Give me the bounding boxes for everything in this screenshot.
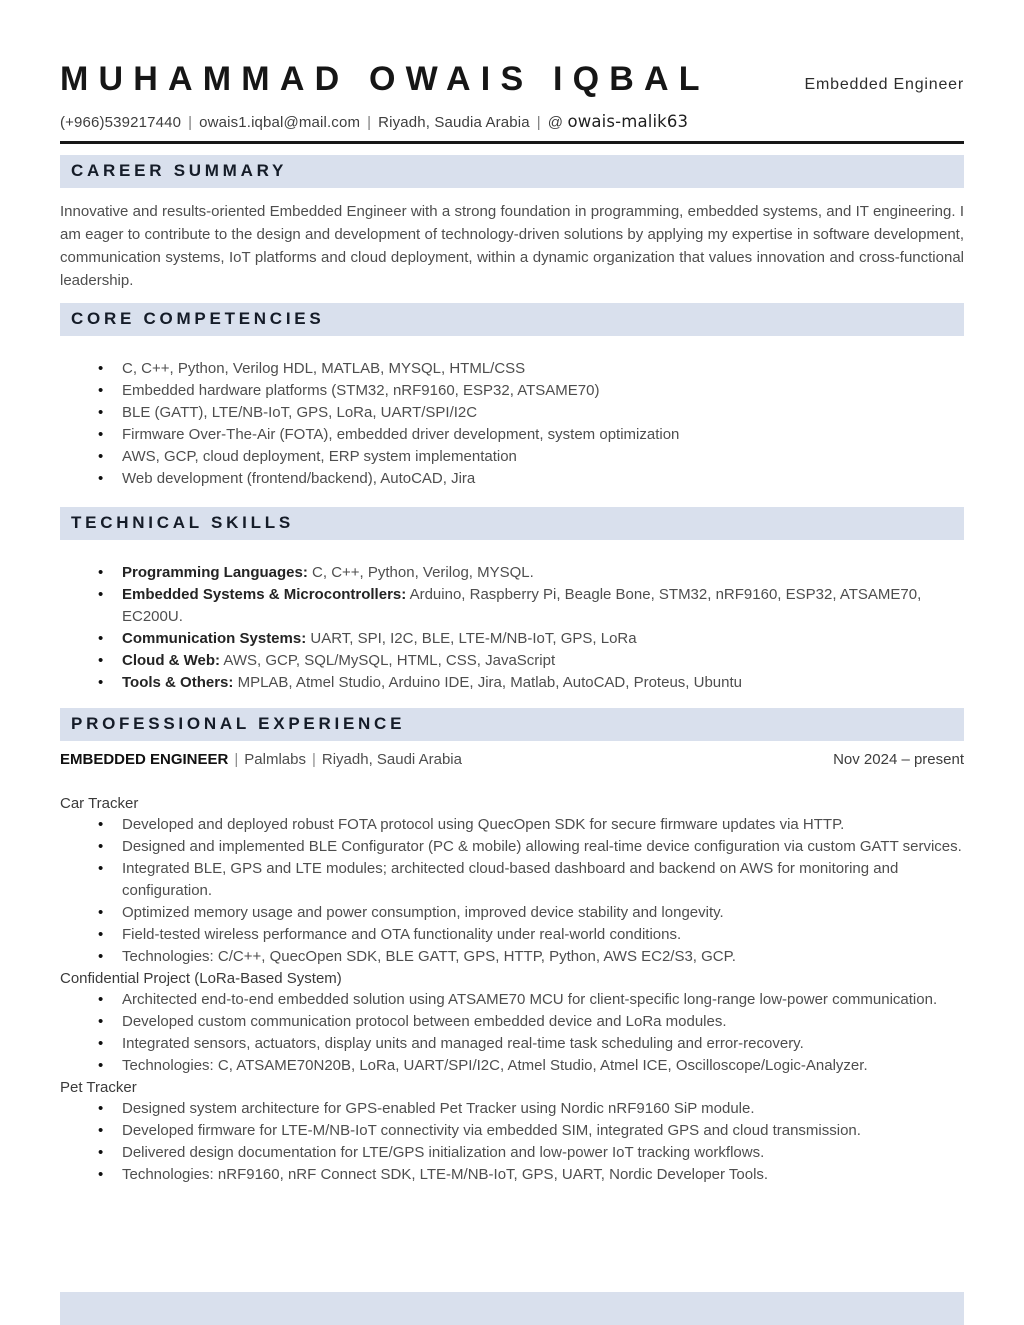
contact-line bbox=[60, 112, 964, 131]
project-bullets bbox=[60, 1098, 964, 1186]
list-item: • Designed system architecture for GPS-enabled Pet Tracker using Nordic nRF9160 SiP module. bbox=[60, 1098, 964, 1120]
list-item: • Integrated BLE, GPS and LTE modules; architected cloud-based dashboard and backend on AWS for monitoring and configuration. bbox=[60, 858, 964, 902]
skill-values: UART, SPI, I2C, BLE, LTE-M/NB-IoT, GPS, LoRa bbox=[306, 630, 637, 647]
header bbox=[60, 60, 964, 99]
list-item: • BLE (GATT), LTE/NB-IoT, GPS, LoRa, UART/SPI/I2C bbox=[60, 402, 964, 424]
list-item: • Field-tested wireless performance and OTA functionality under real-world conditions. bbox=[60, 924, 964, 946]
skill-values: Arduino, Raspberry Pi, Beagle Bone, STM32, nRF9160, ESP32, ATSAME70, EC200U. bbox=[122, 586, 922, 625]
contact-email: owais1.iqbal@mail.com bbox=[199, 114, 361, 131]
skill-category-label: Cloud & Web: bbox=[122, 652, 221, 669]
contact-handle: owais-malik63 bbox=[567, 112, 689, 131]
list-item: • Developed and deployed robust FOTA protocol using QuecOpen SDK for secure firmware updates via HTTP. bbox=[60, 814, 964, 836]
job-title: EMBEDDED ENGINEER bbox=[60, 751, 229, 768]
skill-values: MPLAB, Atmel Studio, Arduino IDE, Jira, Matlab, AutoCAD, Proteus, Ubuntu bbox=[233, 674, 742, 691]
list-item: • Developed firmware for LTE-M/NB-IoT connectivity via embedded SIM, integrated GPS and cloud transmission. bbox=[60, 1120, 964, 1142]
project-name: Car Tracker bbox=[60, 795, 139, 812]
list-item: • Technologies: nRF9160, nRF Connect SDK, LTE-M/NB-IoT, GPS, UART, Nordic Developer Tools. bbox=[60, 1164, 964, 1186]
list-item: • Developed custom communication protocol between embedded device and LoRa modules. bbox=[60, 1011, 964, 1033]
list-item: • C, C++, Python, Verilog HDL, MATLAB, MYSQL, HTML/CSS bbox=[60, 358, 964, 380]
technical-skills-list bbox=[60, 562, 964, 694]
section-heading-professional-experience: PROFESSIONAL EXPERIENCE bbox=[60, 708, 964, 741]
skill-values: C, C++, Python, Verilog, MYSQL. bbox=[307, 564, 534, 581]
section-heading-core-competencies: CORE COMPETENCIES bbox=[60, 303, 964, 336]
job-separator: | bbox=[234, 751, 239, 768]
list-item bbox=[60, 584, 964, 628]
contact-location: Riyadh, Saudia Arabia bbox=[378, 114, 530, 131]
job-location: Riyadh, Saudi Arabia bbox=[321, 751, 462, 768]
list-item: • Integrated sensors, actuators, display units and managed real-time task scheduling and error-recovery. bbox=[60, 1033, 964, 1055]
job-header-left bbox=[60, 751, 462, 768]
list-item: • AWS, GCP, cloud deployment, ERP system implementation bbox=[60, 446, 964, 468]
project-bullets bbox=[60, 989, 964, 1077]
list-item bbox=[60, 672, 964, 694]
list-item: • Firmware Over-The-Air (FOTA), embedded driver development, system optimization bbox=[60, 424, 964, 446]
list-item: • Designed and implemented BLE Configurator (PC & mobile) allowing real-time device configuration via custom GATT services. bbox=[60, 836, 964, 858]
section-heading-technical-skills: TECHNICAL SKILLS bbox=[60, 507, 964, 540]
list-item bbox=[60, 562, 964, 584]
job-dates: Nov 2024 – present bbox=[833, 751, 964, 768]
project-bullets bbox=[60, 814, 964, 968]
contact-separator: | bbox=[367, 114, 372, 131]
skill-category-label: Programming Languages: bbox=[122, 564, 308, 581]
job-separator: | bbox=[311, 751, 316, 768]
list-item: • Technologies: C/C++, QuecOpen SDK, BLE GATT, GPS, HTTP, Python, AWS EC2/S3, GCP. bbox=[60, 946, 964, 968]
list-item: • Embedded hardware platforms (STM32, nRF9160, ESP32, ATSAME70) bbox=[60, 380, 964, 402]
list-item: • Delivered design documentation for LTE/GPS initialization and low-power IoT tracking workflows. bbox=[60, 1142, 964, 1164]
contact-separator: | bbox=[188, 114, 193, 131]
skill-category-label: Communication Systems: bbox=[122, 630, 307, 647]
project-name: Confidential Project (LoRa-Based System) bbox=[60, 970, 342, 987]
contact-separator: | bbox=[536, 114, 541, 131]
section-heading-career-summary: CAREER SUMMARY bbox=[60, 155, 964, 188]
career-summary-paragraph: Innovative and results-oriented Embedded Engineer with a strong foundation in programming, embedded systems, and IT engineering. I am eager to contribute to the design and development of technology-driven solutions by applying my expertise in software development, communication systems, IoT platforms and cloud deployment, within a dynamic organization that values innovation and cross-functional leadership. bbox=[60, 203, 964, 289]
skill-values: AWS, GCP, SQL/MySQL, HTML, CSS, JavaScript bbox=[220, 652, 556, 669]
job-header-row bbox=[60, 751, 964, 768]
job-company: Palmlabs bbox=[244, 751, 306, 768]
candidate-name: MUHAMMAD OWAIS IQBAL bbox=[60, 60, 710, 98]
list-item bbox=[60, 628, 964, 650]
project-name: Pet Tracker bbox=[60, 1079, 137, 1096]
handle-prefix: @ bbox=[547, 114, 568, 131]
list-item: • Optimized memory usage and power consumption, improved device stability and longevity. bbox=[60, 902, 964, 924]
empty-section-band bbox=[60, 1292, 964, 1325]
list-item bbox=[60, 650, 964, 672]
contact-phone: (+966)539217440 bbox=[60, 114, 182, 131]
list-item: • Technologies: C, ATSAME70N20B, LoRa, UART/SPI/I2C, Atmel Studio, Atmel ICE, Oscilloscope/Logic-Analyzer. bbox=[60, 1055, 964, 1077]
list-item: • Web development (frontend/backend), AutoCAD, Jira bbox=[60, 468, 964, 490]
candidate-title: Embedded Engineer bbox=[804, 76, 964, 93]
skill-category-label: Embedded Systems & Microcontrollers: bbox=[122, 586, 407, 603]
skill-category-label: Tools & Others: bbox=[122, 674, 234, 691]
header-divider bbox=[60, 141, 964, 144]
list-item: • Architected end-to-end embedded solution using ATSAME70 MCU for client-specific long-range low-power communication. bbox=[60, 989, 964, 1011]
core-competencies-list bbox=[60, 358, 964, 490]
